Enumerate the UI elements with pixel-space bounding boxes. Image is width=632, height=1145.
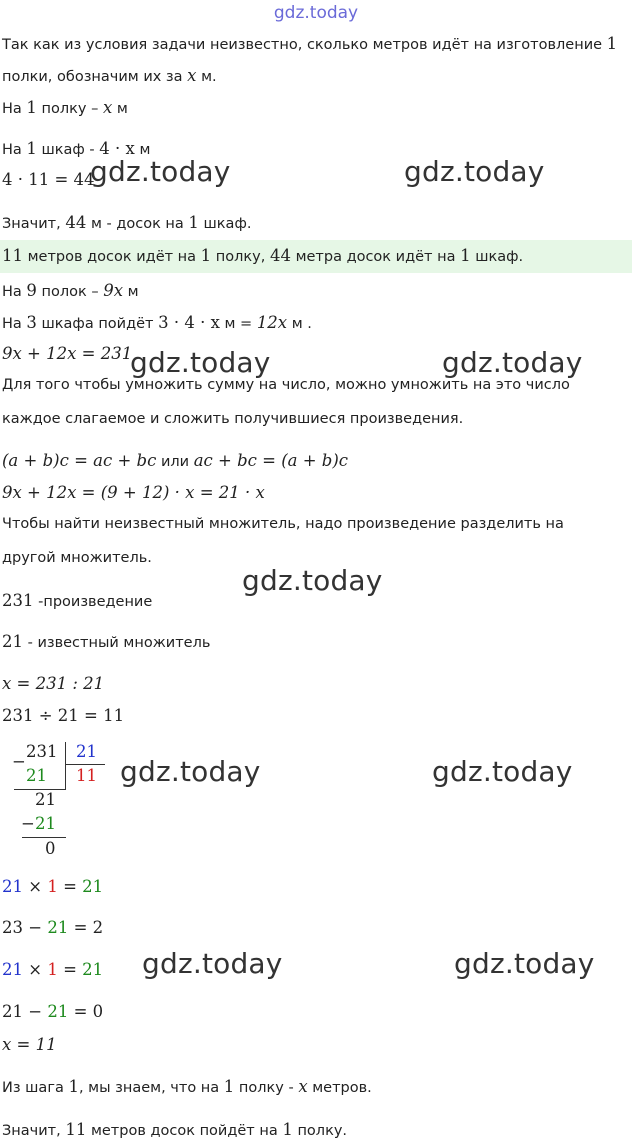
text-line-14 (2, 1077, 372, 1096)
text: шкафа пойдёт (41, 316, 154, 332)
text: На (2, 316, 22, 332)
minus-sign-2: − (21, 814, 35, 833)
watermark: gdz.today (432, 755, 573, 788)
text: метров. (312, 1080, 372, 1096)
math: 9 (26, 281, 37, 300)
math: 23 − (2, 918, 43, 937)
math: 1 (68, 1077, 79, 1096)
math: = 0 (73, 1002, 104, 1021)
watermark: gdz.today (454, 947, 595, 980)
divisor: 21 (76, 742, 97, 761)
math: 1 (26, 98, 37, 117)
dividend: 231 (26, 742, 58, 761)
equation-1: 4 · 11 = 44 (2, 170, 95, 189)
math: 1 (47, 877, 58, 896)
remainder-2: 0 (45, 839, 56, 858)
text-line-10: Чтобы найти неизвестный множитель, надо произведение разделить на (2, 516, 564, 532)
math: 4 · x (99, 139, 135, 158)
text-line-15 (2, 1120, 347, 1139)
text: полок – (41, 284, 99, 300)
text: На (2, 284, 22, 300)
text-line-3 (2, 98, 128, 117)
text: м (127, 284, 139, 300)
math: 21 − (2, 1002, 43, 1021)
text: м (139, 142, 151, 158)
remainder-1: 21 (35, 790, 56, 809)
text-line-6 (2, 281, 139, 300)
watermark-top: gdz.today (273, 3, 359, 23)
watermark: gdz.today (404, 155, 545, 188)
math: 21 (82, 877, 104, 896)
text: полку. (297, 1123, 348, 1139)
math: 44 (269, 246, 291, 265)
equation-3 (2, 451, 348, 470)
math: = (63, 877, 77, 896)
math: x (298, 1077, 308, 1096)
text: Из шага (2, 1080, 64, 1096)
math: 11 (65, 1120, 87, 1139)
text: полки, обозначим их за (2, 69, 183, 85)
text: Значит, (2, 216, 61, 232)
text: метра досок идёт на (295, 249, 456, 265)
text: м . (291, 316, 312, 332)
text-line-13 (2, 632, 210, 651)
math: 21 (47, 1002, 69, 1021)
text: Значит, (2, 1123, 61, 1139)
math: 21 (2, 877, 23, 896)
math: 1 (200, 246, 212, 265)
step-1 (2, 877, 103, 896)
watermark: gdz.today (442, 346, 583, 379)
text: шкаф. (475, 249, 524, 265)
math: 1 (460, 246, 471, 265)
math: × (28, 877, 43, 896)
text: На (2, 101, 22, 117)
text-line-12 (2, 591, 152, 610)
text-line-1 (2, 34, 617, 53)
watermark: gdz.today (120, 755, 261, 788)
math: × (28, 960, 43, 979)
subtrahend-2: 21 (35, 814, 56, 833)
subtrahend-1: 21 (26, 766, 47, 785)
math: 21 (2, 632, 23, 651)
text: м = (224, 316, 253, 332)
division-bar-horizontal (65, 764, 105, 765)
text-line-11: другой множитель. (2, 550, 152, 566)
step-4 (2, 1002, 103, 1021)
math: 1 (282, 1120, 293, 1139)
math: 3 · 4 · x (158, 313, 220, 332)
math: 21 (82, 960, 104, 979)
watermark: gdz.today (130, 346, 271, 379)
step-2 (2, 918, 103, 937)
text: - известный множитель (27, 635, 211, 651)
equation-2: 9x + 12x = 231 (2, 344, 133, 363)
math: 9x (103, 281, 124, 300)
division-line-2 (22, 837, 66, 838)
text-line-5 (2, 213, 251, 232)
math: 21 (47, 918, 69, 937)
text: полку, (215, 249, 266, 265)
text: Так как из условия задачи неизвестно, сколько метров идёт на изготовление (2, 37, 603, 53)
text: или (160, 454, 190, 470)
text: метров досок пойдёт на (90, 1123, 278, 1139)
text-line-9: каждое слагаемое и сложить получившиеся произведения. (2, 411, 464, 427)
minus-sign-1: − (12, 752, 26, 771)
text: шкаф. (203, 216, 252, 232)
equation-5: x = 231 : 21 (2, 674, 105, 693)
math: 1 (26, 139, 37, 158)
highlight-box (0, 240, 632, 273)
math: x (187, 66, 197, 85)
math: 12x (256, 313, 288, 332)
highlight-text (2, 246, 523, 265)
math: = (63, 960, 77, 979)
watermark: gdz.today (90, 155, 231, 188)
math: ac + bc = (a + b)c (193, 451, 349, 470)
text: м (116, 101, 128, 117)
step-3 (2, 960, 103, 979)
math: 1 (47, 960, 58, 979)
text-line-7 (2, 313, 312, 332)
text: м - досок на (90, 216, 184, 232)
math: 21 (2, 960, 23, 979)
text: полку – (41, 101, 99, 117)
equation-4: 9x + 12x = (9 + 12) · x = 21 · x (2, 483, 265, 502)
math: (a + b)c = ac + bc (2, 451, 157, 470)
text: шкаф - (41, 142, 95, 158)
watermark: gdz.today (242, 564, 383, 597)
math: x (102, 98, 113, 117)
text-line-2: полки, обозначим их за x м. (2, 66, 217, 85)
text: , мы знаем, что на (78, 1080, 220, 1096)
quotient: 11 (76, 766, 97, 785)
math: 11 (2, 246, 23, 265)
text: метров досок идёт на (27, 249, 197, 265)
equation-6: 231 ÷ 21 = 11 (2, 706, 125, 725)
math: = 2 (73, 918, 104, 937)
step-5: x = 11 (2, 1035, 57, 1054)
math: 231 (2, 591, 34, 610)
math: 1 (606, 34, 618, 53)
text-line-8: Для того чтобы умножить сумму на число, можно умножить на это число (2, 377, 570, 393)
text: На (2, 142, 22, 158)
division-bar-vertical (65, 742, 66, 790)
text: -произведение (38, 594, 153, 610)
math: 1 (188, 213, 199, 232)
math: 44 (65, 213, 87, 232)
math: 3 (26, 313, 37, 332)
text: полку - (238, 1080, 294, 1096)
watermark: gdz.today (142, 947, 283, 980)
math: 1 (223, 1077, 235, 1096)
